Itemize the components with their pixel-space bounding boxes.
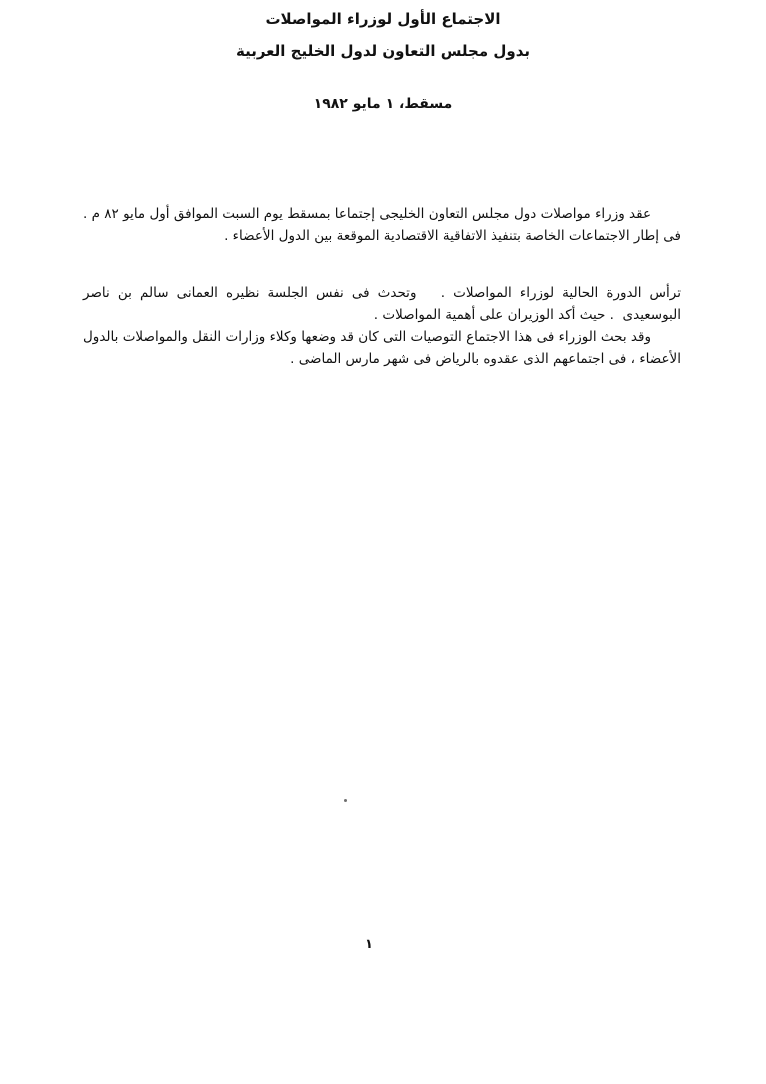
paragraph-2: ترأس الدورة الحالية لوزراء المواصلات . وتحدث فى نفس الجلسة نظيره العمانى سالم بن ناصر البوسعيدى . حيث أكد الوزيران على أهمية المواصلات . [83,285,681,323]
scan-artifact-dot [344,799,347,802]
page-number: ١ [365,937,373,952]
document-body [83,203,681,370]
paragraph-1: عقد وزراء مواصلات دول مجلس التعاون الخليجى إجتماعا بمسقط يوم السبت الموافق أول مايو ٨٢ م . فى إطار الاجتماعات الخاصة بتنفيذ الاتفاقية الاقتصادية الموقعة بين الدول الأعضاء . [83,206,681,244]
document-date-line: مسقط، ١ مايو ١٩٨٢ [313,96,453,112]
document-title-line1: الاجتماع الأول لوزراء المواصلات [265,10,501,28]
paragraph-3: وقد بحث الوزراء فى هذا الاجتماع التوصيات التى كان قد وضعها وكلاء وزارات النقل والمواصلات بالدول الأعضاء ، فى اجتماعهم الذى عقدوه بالرياض فى شهر مارس الماضى . [83,329,681,367]
document-title-line2: بدول مجلس التعاون لدول الخليج العربية [236,42,530,60]
